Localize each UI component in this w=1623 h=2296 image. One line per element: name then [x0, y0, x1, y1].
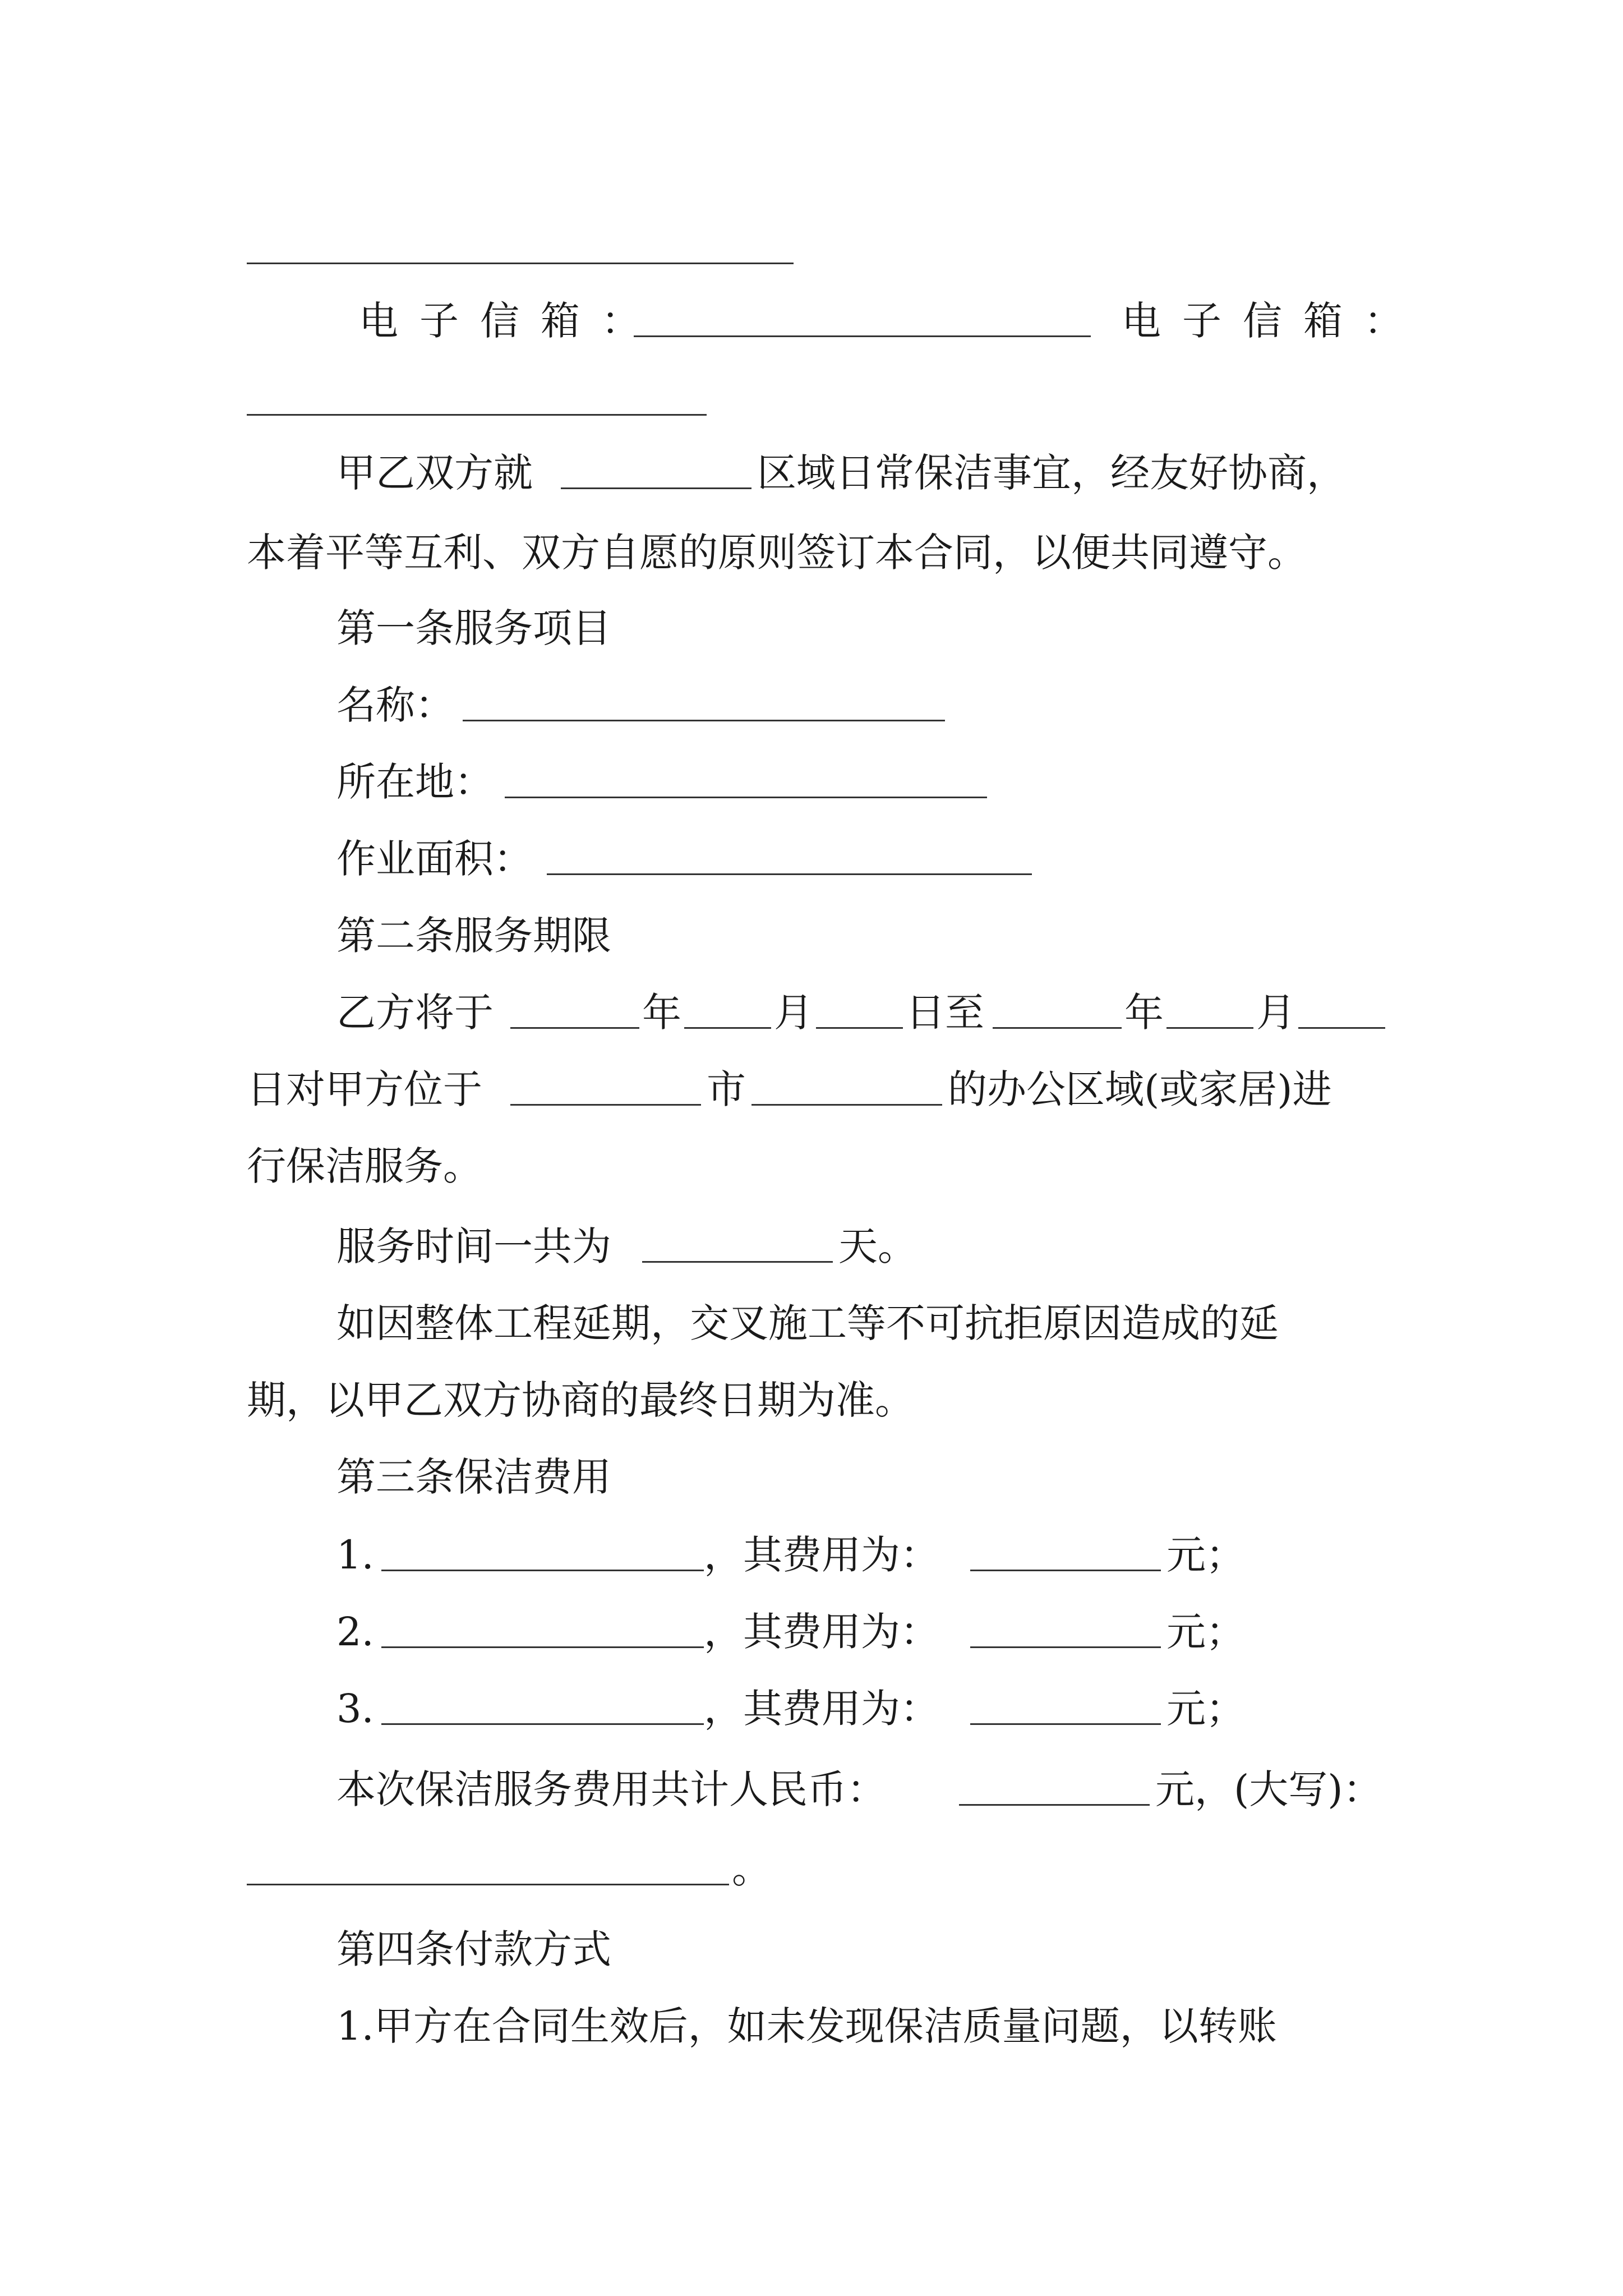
article4-title [0, 1916, 1623, 1983]
delay-text-2: 期，以甲乙双方协商的最终日期为准。 [247, 1377, 914, 1423]
fee-unit: 元； [1166, 1686, 1245, 1732]
area-row [0, 825, 1623, 892]
fee-item-1 [0, 1521, 1623, 1589]
fee-unit: 元； [1166, 1532, 1245, 1578]
email-label-right: 电子信箱： [1122, 298, 1424, 344]
fee-item-number: 3. [336, 1686, 374, 1732]
start-year-blank [510, 991, 639, 1029]
article3-title-text: 第三条保洁费用 [336, 1454, 611, 1500]
fee-amount-blank [970, 1611, 1161, 1648]
day-to-label: 日至 [906, 990, 984, 1036]
fee-item-blank [381, 1611, 704, 1648]
article4-title-text: 第四条付款方式 [336, 1926, 611, 1972]
duration-blank [642, 1225, 833, 1263]
year-label-1: 年 [642, 990, 681, 1036]
intro-text-b: 区域日常保洁事宜，经友好协商， [757, 450, 1346, 496]
location-label: 所在地： [336, 759, 494, 805]
location-blank [505, 761, 987, 798]
area-blank [547, 838, 1032, 875]
article2-title-text: 第二条服务期限 [336, 913, 611, 959]
fee-item-2 [0, 1598, 1623, 1665]
month-label-2: 月 [1256, 990, 1295, 1036]
region-blank [561, 452, 751, 489]
fee-item-blank [381, 1534, 704, 1571]
total-text-a: 本次保洁服务费用共计人民币： [336, 1766, 886, 1812]
fee-amount-blank [970, 1687, 1161, 1725]
payment-item-1 [0, 1993, 1623, 2060]
location-text-b: 的办公区域(或家居)进 [948, 1066, 1332, 1112]
intro-line-2 [0, 519, 1623, 586]
location-text-a: 日对甲方位于 [247, 1066, 482, 1112]
city-label: 市 [707, 1066, 746, 1112]
fee-item-3 [0, 1675, 1623, 1742]
total-amount-blank [959, 1768, 1150, 1806]
email-blank-right [247, 414, 707, 416]
total-end-mark: 。 [732, 1846, 771, 1892]
fee-item-text: ，其费用为： [704, 1609, 939, 1655]
intro-text-2: 本着平等互利、双方自愿的原则签订本合同，以便共同遵守。 [247, 530, 1307, 576]
duration-row [0, 1213, 1623, 1280]
period-text-a: 乙方将于 [336, 990, 494, 1036]
period-line-1 [0, 979, 1623, 1046]
total-text-b: 元，(大写)： [1155, 1766, 1382, 1812]
location-row [0, 748, 1623, 816]
duration-text-b: 天。 [838, 1223, 917, 1269]
year-label-2: 年 [1124, 990, 1164, 1036]
end-month-blank [1166, 991, 1253, 1029]
email-blank-left [634, 300, 1091, 337]
fee-item-number: 1. [336, 1532, 374, 1578]
end-day-blank [1298, 991, 1385, 1029]
intro-line-1 [0, 439, 1623, 507]
delay-line-1 [0, 1290, 1623, 1357]
fee-item-text: ，其费用为： [704, 1532, 939, 1578]
article2-title [0, 902, 1623, 969]
start-month-blank [684, 991, 771, 1029]
fee-item-number: 2. [336, 1609, 374, 1655]
total-words-row [0, 1835, 1623, 1903]
period-line-3 [0, 1133, 1623, 1200]
name-row [0, 671, 1623, 739]
fee-item-text: ，其费用为： [704, 1686, 939, 1732]
address-blank [751, 1068, 942, 1106]
start-day-blank [816, 991, 903, 1029]
email-row [0, 287, 1623, 355]
area-label: 作业面积： [336, 836, 533, 882]
duration-text-a: 服务时间一共为 [336, 1223, 611, 1269]
period-text-3: 行保洁服务。 [247, 1143, 482, 1189]
fee-amount-blank [970, 1534, 1161, 1571]
name-label: 名称： [336, 682, 454, 728]
blank-line-top [247, 263, 794, 264]
name-blank [463, 684, 945, 721]
month-label-1: 月 [774, 990, 813, 1036]
article1-title [0, 595, 1623, 662]
total-row [0, 1756, 1623, 1823]
delay-line-2 [0, 1366, 1623, 1434]
delay-text-1: 如因整体工程延期，交叉施工等不可抗拒原因造成的延 [336, 1300, 1279, 1346]
article1-title-text: 第一条服务项目 [336, 605, 611, 651]
intro-text-a: 甲乙双方就 [336, 450, 533, 496]
city-blank [510, 1068, 701, 1106]
article3-title [0, 1443, 1623, 1511]
fee-unit: 元； [1166, 1609, 1245, 1655]
end-year-blank [993, 991, 1122, 1029]
email-label-left: 电子信箱： [359, 298, 662, 344]
total-words-blank [247, 1848, 729, 1885]
fee-item-blank [381, 1687, 704, 1725]
payment-item-1-text: 1.甲方在合同生效后，如未发现保洁质量问题，以转账 [336, 2003, 1277, 2049]
period-line-2 [0, 1056, 1623, 1123]
